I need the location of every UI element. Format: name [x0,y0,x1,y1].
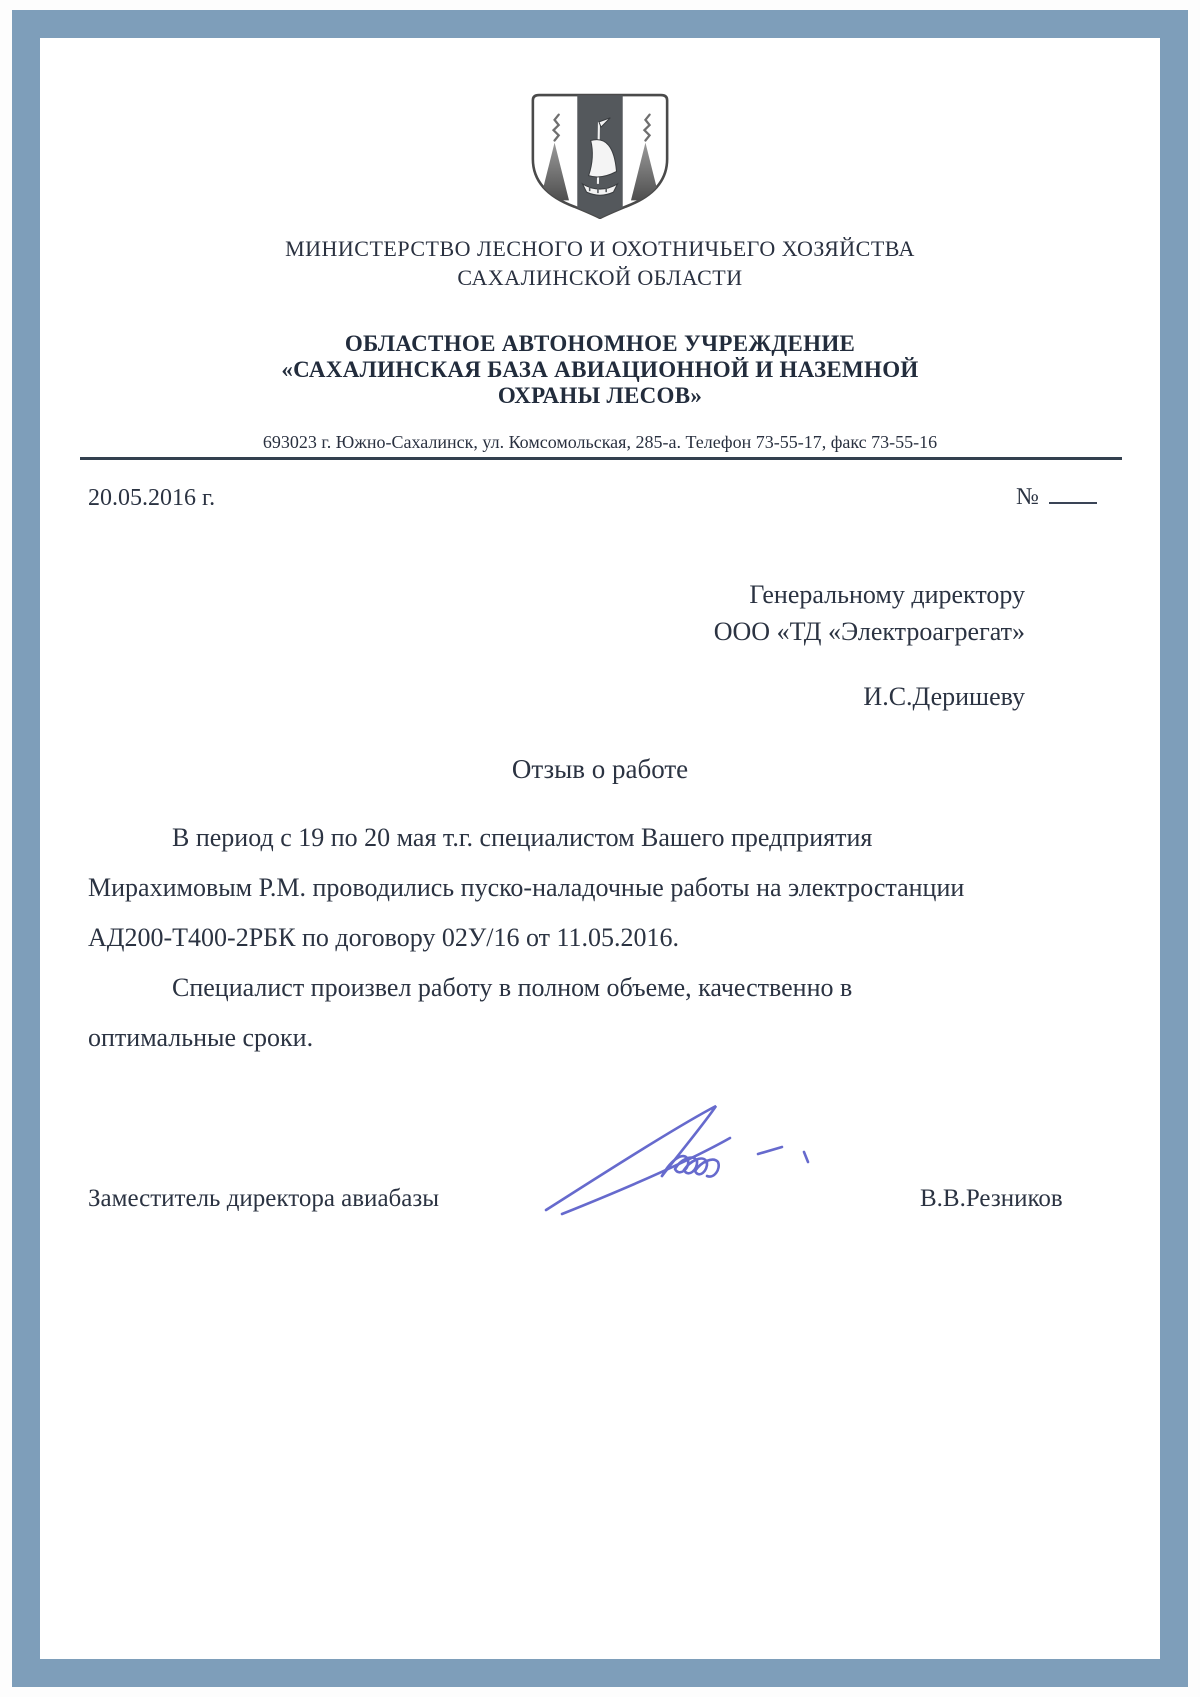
letter-page [40,38,1160,1659]
letter-date: 20.05.2016 г. [88,485,216,511]
institution-line1: ОБЛАСТНОЕ АВТОНОМНОЕ УЧРЕЖДЕНИЕ [344,331,856,356]
ministry-header [40,234,1160,292]
scan-border-frame [12,10,1188,1687]
letter-number [1016,478,1097,511]
body-line: оптимальные сроки. [88,1023,314,1052]
recipient-name: И.С.Деришеву [863,682,1025,711]
number-label: № [1016,484,1039,510]
signer-position: Заместитель директора авиабазы [88,1185,440,1212]
ministry-line2: САХАЛИНСКОЙ ОБЛАСТИ [457,265,743,290]
recipient-block [714,576,1025,715]
institution-header [40,331,1160,409]
institution-line2: «САХАЛИНСКАЯ БАЗА АВИАЦИОННОЙ И НАЗЕМНОЙ [281,357,919,382]
institution-address: 693023 г. Южно-Сахалинск, ул. Комсомольская, 285-а. Телефон 73-55-17, факс 73-55-16 [262,432,938,452]
body-line: Мирахимовым Р.М. проводились пуско-наладочные работы на электростанции [88,873,965,902]
ministry-line1: МИНИСТЕРСТВО ЛЕСНОГО И ОХОТНИЧЬЕГО ХОЗЯЙСТВА [285,236,915,261]
institution-line3: ОХРАНЫ ЛЕСОВ» [497,383,703,408]
coat-of-arms-icon [525,93,675,224]
number-blank-line [1049,478,1097,504]
body-line: Специалист произвел работу в полном объеме, качественно в [172,973,853,1002]
body-line: В период с 19 по 20 мая т.г. специалистом Вашего предприятия [172,823,873,852]
handwritten-signature [532,1090,822,1230]
signer-name: В.В.Резников [920,1185,1063,1212]
letter-body [88,813,1122,1063]
header-divider [80,457,1122,460]
recipient-line2: ООО «ТД «Электроагрегат» [713,617,1025,646]
document-title: Отзыв о работе [511,754,689,784]
body-line: АД200-Т400-2РБК по договору 02У/16 от 11.05.2016. [88,923,680,952]
recipient-line1: Генеральному директору [749,580,1025,609]
